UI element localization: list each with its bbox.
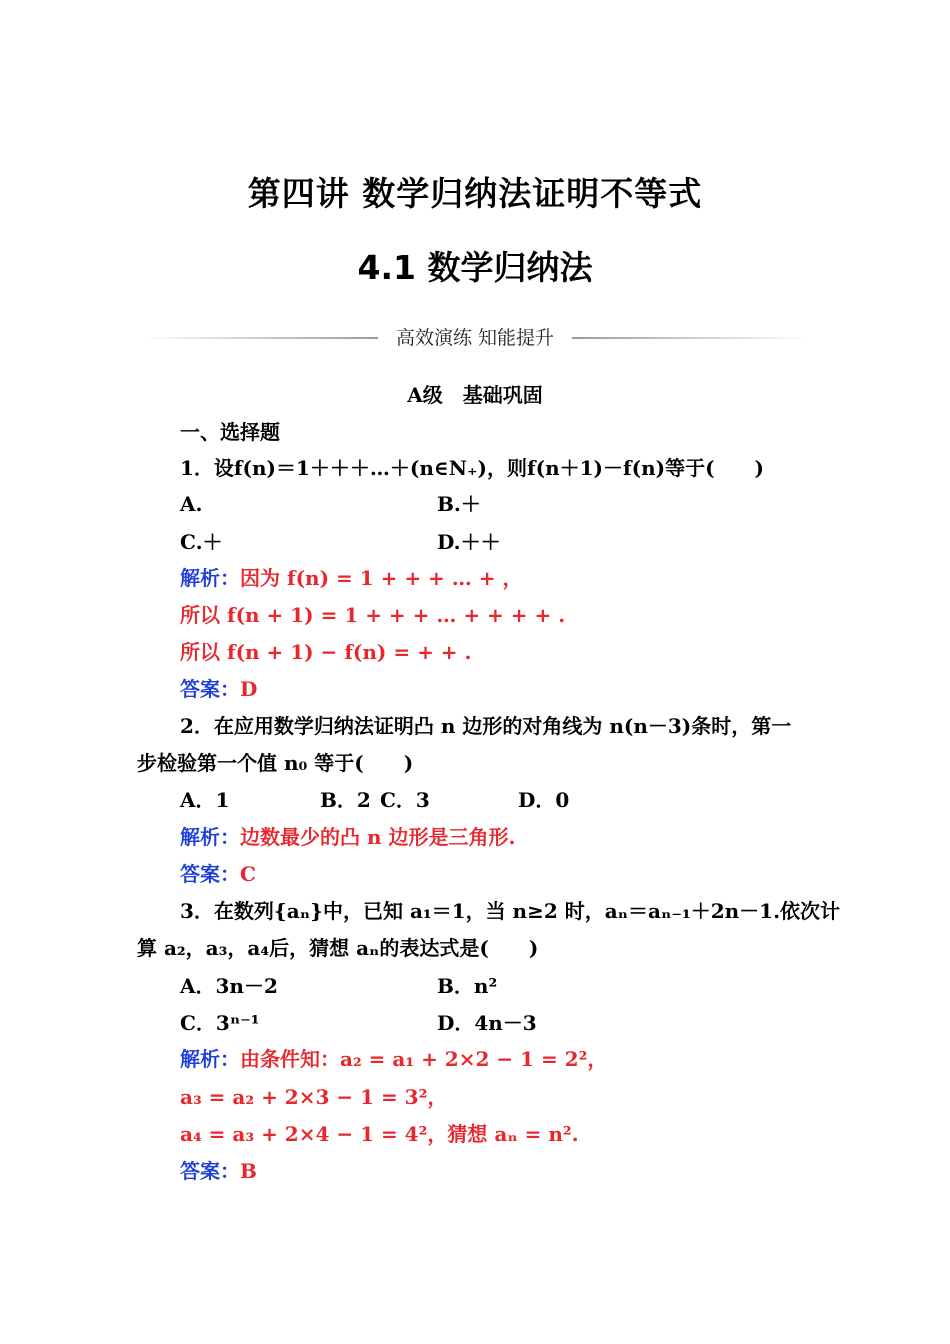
q3-answer-value: B: [240, 1159, 257, 1183]
q2-analysis-text: 边数最少的凸 n 边形是三角形.: [240, 825, 516, 849]
q2-answer-value: C: [240, 862, 256, 886]
q3-analysis-text-1: 由条件知：a₂ = a₁ + 2×2 − 1 = 2²，: [240, 1047, 608, 1071]
q3-analysis-line-3: a₄ = a₃ + 2×4 − 1 = 4²，猜想 aₙ = n².: [180, 1122, 579, 1146]
q1-answer-value: D: [240, 677, 258, 701]
q1-answer-label: 答案：: [180, 677, 240, 701]
q3-answer: [180, 1158, 580, 1184]
question-3-stem-line-1: 3．在数列{aₙ}中，已知 a₁＝1，当 n≥2 时，aₙ＝aₙ₋₁＋2n－1.依次计: [180, 899, 841, 923]
q1-analysis-line-3: 所以 f(n + 1) − f(n) = + + .: [180, 640, 472, 664]
banner-divider-right: [572, 337, 810, 339]
q3-option-c: C．3ⁿ⁻¹: [180, 1011, 260, 1035]
question-3-stem-line-2: 算 a₂，a₃，a₄后，猜想 aₙ的表达式是( ): [137, 936, 539, 960]
question-1-stem: 1．设f(n)＝1＋＋＋…＋(n∈N₊)，则f(n＋1)－f(n)等于( ): [180, 456, 764, 480]
chapter-title: 第四讲 数学归纳法证明不等式: [247, 174, 703, 213]
q2-option-d: D．0: [518, 788, 570, 812]
q2-option-b: B．2: [320, 788, 371, 812]
q2-answer-label: 答案：: [180, 862, 240, 886]
q3-analysis-label: 解析：: [180, 1047, 240, 1071]
question-2-stem-line-2: 步检验第一个值 n₀ 等于( ): [137, 751, 414, 775]
q2-analysis-label: 解析：: [180, 825, 240, 849]
section-banner: [140, 322, 810, 354]
q1-option-d: D.＋＋: [437, 530, 501, 554]
q1-option-b: B.＋: [437, 492, 481, 516]
q3-analysis-line-1: [180, 1046, 880, 1072]
q1-analysis-line-2: 所以 f(n + 1) = 1 + + + … + + + + .: [180, 603, 566, 627]
banner-divider-left: [140, 337, 378, 339]
question-2-stem-line-1: 2．在应用数学归纳法证明凸 n 边形的对角线为 n(n－3)条时，第一: [180, 714, 792, 738]
level-heading: A级 基础巩固: [407, 383, 543, 407]
q1-analysis-label: 解析：: [180, 566, 240, 590]
part-heading: 一、选择题: [180, 420, 280, 444]
q3-option-d: D．4n－3: [437, 1011, 537, 1035]
banner-text: 高效演练 知能提升: [395, 327, 555, 349]
q1-analysis-line-1: [180, 565, 880, 591]
q3-analysis-line-2: a₃ = a₂ + 2×3 − 1 = 3²，: [180, 1085, 448, 1109]
q1-option-c: C.＋: [180, 530, 223, 554]
q2-option-c: C．3: [380, 788, 430, 812]
q2-option-a: A．1: [180, 788, 230, 812]
q3-option-a: A．3n－2: [180, 974, 278, 998]
q1-option-a: A.: [180, 492, 203, 516]
q3-answer-label: 答案：: [180, 1159, 240, 1183]
q1-analysis-text-1: 因为 f(n) = 1 + + + … + ，: [240, 566, 523, 590]
q2-analysis: [180, 824, 880, 850]
q3-option-b: B．n²: [437, 974, 498, 998]
q1-answer: [180, 676, 580, 702]
q2-answer: [180, 861, 580, 887]
section-title: 4.1 数学归纳法: [357, 248, 593, 287]
